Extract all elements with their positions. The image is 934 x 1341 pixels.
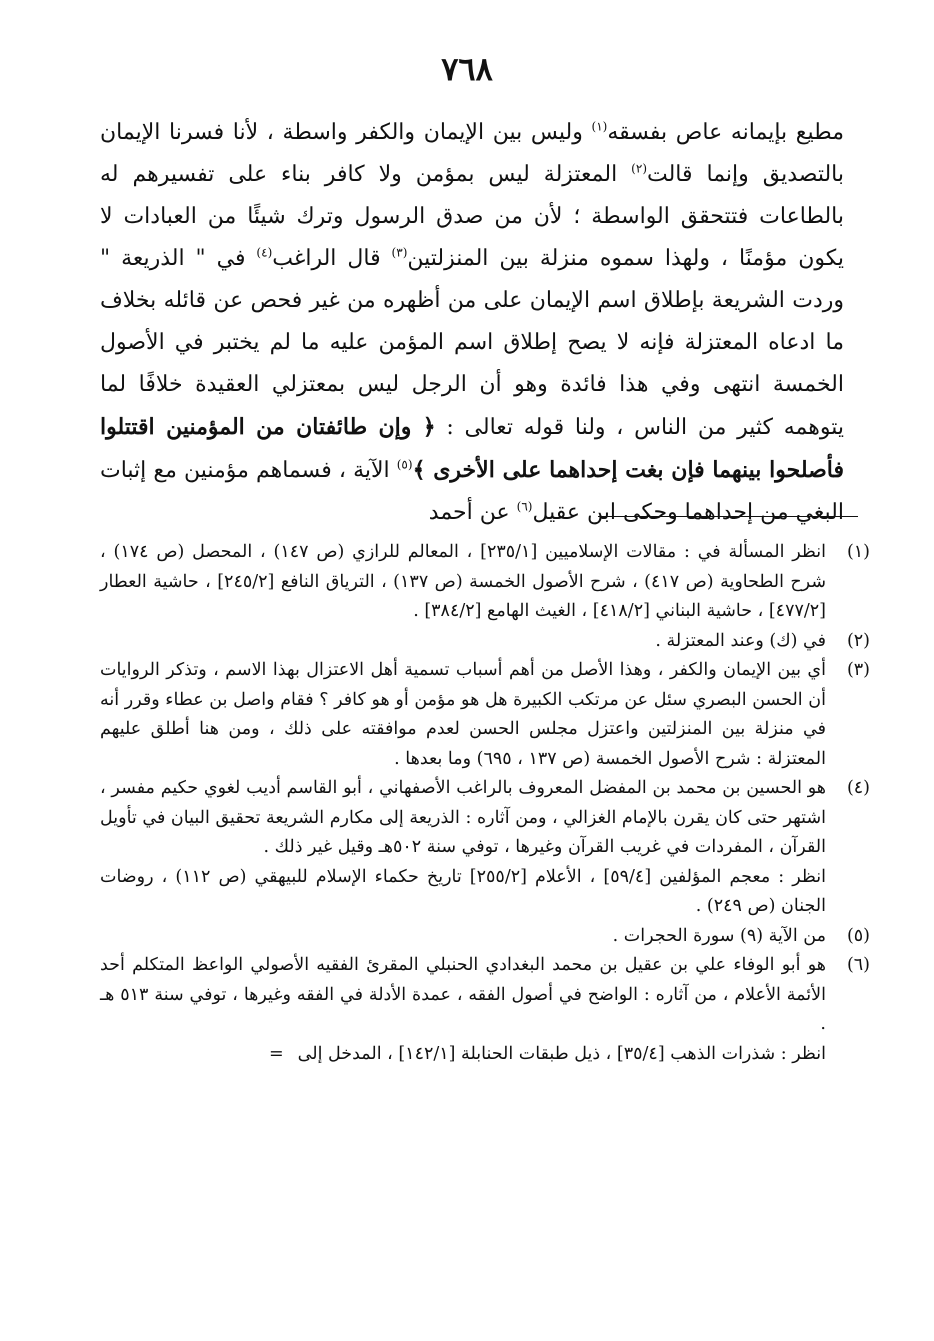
footnote-text: من الآية (٩) سورة الحجرات .	[612, 925, 826, 946]
page-number: ٧٦٨	[441, 50, 493, 88]
footnote-ref-3: (٣)	[391, 245, 408, 260]
main-paragraph	[100, 112, 844, 534]
footnote-4	[100, 774, 870, 922]
footnote-1	[100, 538, 870, 627]
footnote-body	[100, 774, 826, 922]
footnote-body	[100, 951, 826, 1069]
footnote-ref-2: (٢)	[631, 161, 647, 176]
footnote-body	[100, 922, 826, 952]
footnote-text: انظر : معجم المؤلفين [٥٩/٤] ، الأعلام [٢٥٥/٢] تاريخ حكماء الإسلام للبيهقي (ص ١١٢) ، روضات الجنان (ص ٢٤٩) .	[100, 866, 826, 916]
footnotes	[100, 538, 870, 1069]
footnote-text-run: انظر : شذرات الذهب [٣٥/٤] ، ذيل طبقات الحنابلة [١٤٢/١] ، المدخل إلى	[297, 1043, 826, 1064]
main-text	[100, 112, 844, 534]
text-run: قال الراغب	[272, 246, 392, 271]
footnote-number: (٥)	[846, 925, 870, 946]
footnote-number: (١)	[846, 542, 870, 562]
text-run: الآية ، فسماهم مؤمنين مع إثبات البغي من إحداهما وحكى ابن عقيل	[100, 458, 844, 525]
footnote-number: (٦)	[846, 955, 870, 975]
footnote-ref-6: (٦)	[516, 499, 533, 514]
footnote-body	[100, 627, 826, 657]
footnote-text: في (ك) وعند المعتزلة .	[655, 630, 826, 651]
text-run: في " الذريعة " وردت الشريعة بإطلاق اسم الإيمان على من أظهره من غير فحص عن قائله بخلاف ما ادعاه المعتزلة فإنه لا يصح إطلاق اسم المؤمن عليه ما لم يختبر في الأصول الخمسة انتهى وفي هذا فائدة وهو أن الرجل ليس بمعتزلي العقيدة خلافًا لما يتوهمه كثير من الناس ، ولنا قوله تعالى :	[100, 246, 845, 440]
footnote-text: انظر المسألة في : مقالات الإسلاميين [٢٣٥/١] ، المعالم للرازي (ص ١٤٧) ، المحصل (ص ١٧٤) ، شرح الطحاوية (ص ٤١٧) ، شرح الأصول الخمسة (ص ١٣٧) ، الترياق النافع [٢٤٥/٢] ، حاشية العطار [٤٧٧/٢] ، حاشية البناني [٤١٨/٢] ، الغيث الهامع [٣٨٤/٢] .	[100, 542, 827, 621]
text-run: المعتزلة ليس بمؤمن ولا كافر بناء على تفسيرهم له بالطاعات فتتحقق الواسطة ؛ لأن من صدق الرسول وترك شيئًا من العبادات لا يكون مؤمنًا ، ولهذا سموه منزلة بين المنزلتين	[100, 162, 844, 271]
footnote-body	[100, 656, 826, 774]
footnote-ref-1: (١)	[591, 119, 608, 134]
footnote-2	[100, 627, 870, 657]
footnote-6	[100, 951, 870, 1069]
footnote-text: أي بين الإيمان والكفر ، وهذا الأصل من أهم أسباب تسمية أهل الاعتزال بهذا الاسم ، وتذكر الروايات أن الحسن البصري سئل عن مرتكب الكبيرة هل هو مؤمن أو هو كافر ؟ فقام واصل بن عطاء وقرر أنه في منزلة بين المنزلتين واعتزل مجلس الحسن لعدم موافقته على ذلك ، ومن هنا أطلق عليهم المعتزلة : شرح الأصول الخمسة (ص ١٣٧ ، ٦٩٥) وما بعدها .	[100, 660, 826, 769]
footnote-ref-5: (٥)	[396, 457, 413, 472]
footnote-number: (٤)	[846, 778, 870, 798]
text-run: مطيع بإيمانه عاص بفسقه	[607, 120, 844, 145]
quran-verse: ﴿ وإن طائفتان من المؤمنين اقتتلوا فأصلحوا بينهما فإن بغت إحداهما على الأخرى ﴾	[100, 414, 844, 483]
footnote-number: (٢)	[846, 630, 870, 651]
footnote-ref-4: (٤)	[256, 245, 273, 260]
footnote-body	[100, 538, 826, 627]
footnote-5	[100, 922, 870, 952]
footnote-text: هو الحسين بن محمد بن المفضل المعروف بالراغب الأصفهاني ، أبو القاسم أديب لغوي حكيم مفسر ، اشتهر حتى كان يقرن بالإمام الغزالي ، ومن آثاره : الذريعة إلى مكارم الشريعة تحقيق البيان في تأويل القرآن ، المفردات في غريب القرآن وغيرها ، توفي سنة ٥٠٢هـ وقيل غير ذلك .	[100, 778, 826, 857]
continuation-mark: =	[268, 1043, 284, 1064]
footnote-number: (٣)	[846, 660, 870, 680]
footnote-text-last	[100, 1040, 826, 1070]
text-run: وليس بين الإيمان والكفر واسطة ، لأنا فسرنا الإيمان بالتصديق وإنما قالت	[100, 120, 844, 187]
footnote-text: هو أبو الوفاء علي بن عقيل بن محمد البغدادي الحنبلي المقرئ الفقيه الأصولي الواعظ المتكلم أحد الأئمة الأعلام ، من آثاره : الواضح في أصول الفقه ، عمدة الأدلة في الفقه وغيرها ، توفي سنة ٥١٣ هـ .	[100, 955, 827, 1034]
footnote-3	[100, 656, 870, 774]
text-run: عن أحمد	[428, 500, 517, 525]
footnote-separator	[598, 516, 858, 517]
